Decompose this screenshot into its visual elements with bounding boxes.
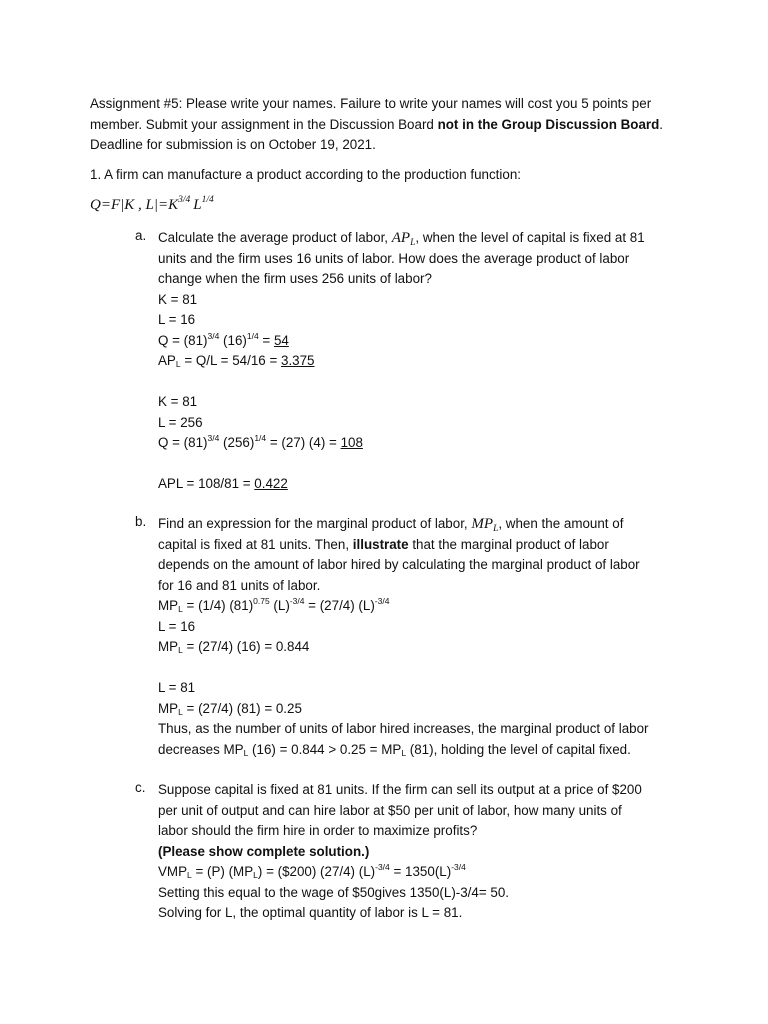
- part-a-k1: K = 81: [158, 291, 198, 307]
- q2-exp-2: 1/4: [254, 433, 267, 443]
- header-line-2-text: member. Submit your assignment in the Discussion Board: [90, 116, 438, 132]
- question-1: [90, 165, 690, 186]
- part-c-line-2: per unit of output and can hire labor at $50 per unit of labor, how many units of: [158, 802, 622, 818]
- part-a-line-1: [158, 228, 678, 249]
- vmp-sub-1: L: [187, 870, 192, 880]
- blank-line: [158, 454, 678, 475]
- q1-result: 54: [273, 332, 289, 348]
- mp-symbol: MP: [471, 516, 494, 532]
- part-b-l2a: capital is fixed at 81 units. Then,: [158, 536, 353, 552]
- part-c-marker: c.: [135, 780, 146, 795]
- mp1-c: (L): [269, 598, 290, 613]
- vmp-d: = 1350(L): [389, 864, 452, 879]
- part-a-q1: [158, 331, 678, 352]
- part-c-vmp: [158, 862, 678, 883]
- part-a-text: Calculate the average product of labor,: [158, 230, 389, 245]
- header-line-3: Deadline for submission is on October 19, 2021.: [90, 137, 376, 152]
- q1-b: (16): [219, 332, 247, 348]
- mp1-exp-2: -3/4: [289, 596, 305, 606]
- part-b-line-4: for 16 and 81 units of labor.: [158, 577, 321, 593]
- ap1-b: = Q/L = 54/16 =: [180, 353, 281, 368]
- ap1-result: 3.375: [281, 353, 315, 368]
- thus2-c: (81), holding the level of capital fixed.: [406, 741, 631, 757]
- part-b-text: Find an expression for the marginal product of labor,: [158, 516, 468, 531]
- q1-c: =: [258, 332, 274, 348]
- q1-a: Q = (81): [158, 332, 208, 348]
- q1-exp-2: 1/4: [246, 330, 259, 341]
- function-bar-right: |: [153, 197, 158, 213]
- function-eq: =K: [157, 197, 179, 213]
- q2-a: Q = (81): [158, 435, 208, 450]
- thus2-b: (16) = 0.844 > 0.25 = MP: [248, 741, 402, 757]
- thus2-sub-1: L: [243, 747, 249, 758]
- q2-exp-1: 3/4: [207, 433, 220, 443]
- function-l: L: [193, 197, 202, 213]
- mp3-b: = (27/4) (81) = 0.25: [182, 700, 302, 716]
- mp-subscript: L: [493, 524, 499, 534]
- ap-symbol: AP: [391, 230, 411, 246]
- vmp-exp-1: -3/4: [375, 862, 390, 872]
- part-a-marker: a.: [135, 228, 147, 243]
- part-c-line-1: Suppose capital is fixed at 81 units. If the firm can sell its output at a price of $200: [158, 782, 642, 797]
- part-b-thus-2: [158, 740, 678, 761]
- apl2-a: APL = 108/81 =: [158, 476, 255, 491]
- part-c-body: [158, 780, 678, 924]
- part-b-mp16: [158, 637, 678, 658]
- part-b-body: [158, 514, 678, 760]
- part-a-ap1: [158, 351, 678, 372]
- mp1-b: = (1/4) (81): [182, 598, 254, 613]
- function-args: K , L: [124, 197, 154, 213]
- blank-line: [158, 658, 678, 679]
- function-bar-left: |: [120, 197, 125, 213]
- mp1-exp-1: 0.75: [253, 596, 270, 606]
- mp2-sub: L: [178, 645, 183, 655]
- part-c-line-3: labor should the firm hire in order to maximize profits?: [158, 823, 478, 838]
- part-b-thus-1: Thus, as the number of units of labor hired increases, the marginal product of labor: [158, 721, 649, 736]
- part-a-k2: K = 81: [158, 394, 198, 409]
- ap1-sub: L: [175, 359, 181, 369]
- part-b-line-3: depends on the amount of labor hired by calculating the marginal product of labor: [158, 557, 640, 572]
- part-b-text-cont: , when the amount of: [498, 516, 624, 531]
- part-b-l81: L = 81: [158, 680, 196, 695]
- mp3-sub: L: [178, 706, 183, 717]
- part-b-mp81: [158, 699, 678, 720]
- header-line-1: Assignment #5: Please write your names. Failure to write your names will cost you 5 points per: [90, 96, 652, 111]
- mp2-a: MP: [158, 639, 179, 654]
- part-c-line-7: Solving for L, the optimal quantity of labor is L = 81.: [158, 905, 463, 920]
- part-b-l2c: that the marginal product of labor: [408, 536, 609, 552]
- thus2-sub-2: L: [401, 747, 407, 758]
- part-a-apl2: [158, 474, 678, 495]
- q2-b: (256): [219, 435, 255, 450]
- part-b-marker: b.: [135, 514, 147, 529]
- vmp-sub-2: L: [253, 870, 258, 880]
- part-b-l16: L = 16: [158, 618, 196, 634]
- ap1-a: AP: [158, 353, 176, 368]
- function-lhs: Q=F: [90, 197, 121, 213]
- header-emphasis: not in the Group Discussion Board: [437, 116, 660, 132]
- mp3-a: MP: [158, 700, 179, 716]
- mp2-b: = (27/4) (16) = 0.844: [182, 639, 310, 654]
- vmp-c: ) = ($200) (27/4) (L): [257, 864, 376, 879]
- part-a-body: [158, 228, 678, 495]
- blank-line: [158, 372, 678, 393]
- part-a-l1: L = 16: [158, 312, 196, 327]
- header-line-2: [90, 115, 690, 136]
- ap-subscript: L: [410, 238, 416, 248]
- part-c-instruction: (Please show complete solution.): [158, 843, 370, 859]
- mp1-exp-3: -3/4: [374, 596, 390, 606]
- mp1-d: = (27/4) (L): [304, 598, 375, 613]
- part-b-mp-expression: [158, 596, 678, 617]
- mp1-a: MP: [158, 598, 179, 613]
- function-exp-l: 1/4: [201, 195, 214, 205]
- mp1-sub: L: [178, 604, 183, 614]
- part-b-emphasis: illustrate: [352, 536, 409, 552]
- apl2-result: 0.422: [254, 476, 288, 491]
- question-1-text: 1. A firm can manufacture a product according to the production function:: [90, 167, 521, 182]
- vmp-exp-2: -3/4: [451, 862, 466, 872]
- part-a-line-3: change when the firm uses 256 units of labor?: [158, 271, 432, 286]
- part-a-q2: [158, 433, 678, 454]
- part-a-l2: L = 256: [158, 414, 203, 430]
- part-b-line-1: [158, 514, 678, 535]
- function-exp-k: 3/4: [178, 195, 191, 205]
- part-a-line-2: units and the firm uses 16 units of labor. How does the average product of labor: [158, 250, 630, 266]
- vmp-a: VMP: [158, 864, 188, 879]
- part-a-text-cont: , when the level of capital is fixed at 81: [415, 230, 645, 245]
- q2-c: = (27) (4) =: [266, 435, 341, 450]
- header-line-2-end: .: [659, 116, 664, 132]
- part-c-line-4: [158, 842, 678, 863]
- q2-result: 108: [340, 435, 363, 450]
- production-function: [90, 195, 690, 216]
- thus2-a: decreases MP: [158, 741, 244, 757]
- vmp-b: = (P) (MP: [191, 864, 254, 879]
- part-c-line-6: Setting this equal to the wage of $50gives 1350(L)-3/4= 50.: [158, 884, 510, 900]
- assignment-header: [90, 94, 690, 156]
- q1-exp-1: 3/4: [207, 330, 220, 341]
- part-b-line-2: [158, 535, 678, 556]
